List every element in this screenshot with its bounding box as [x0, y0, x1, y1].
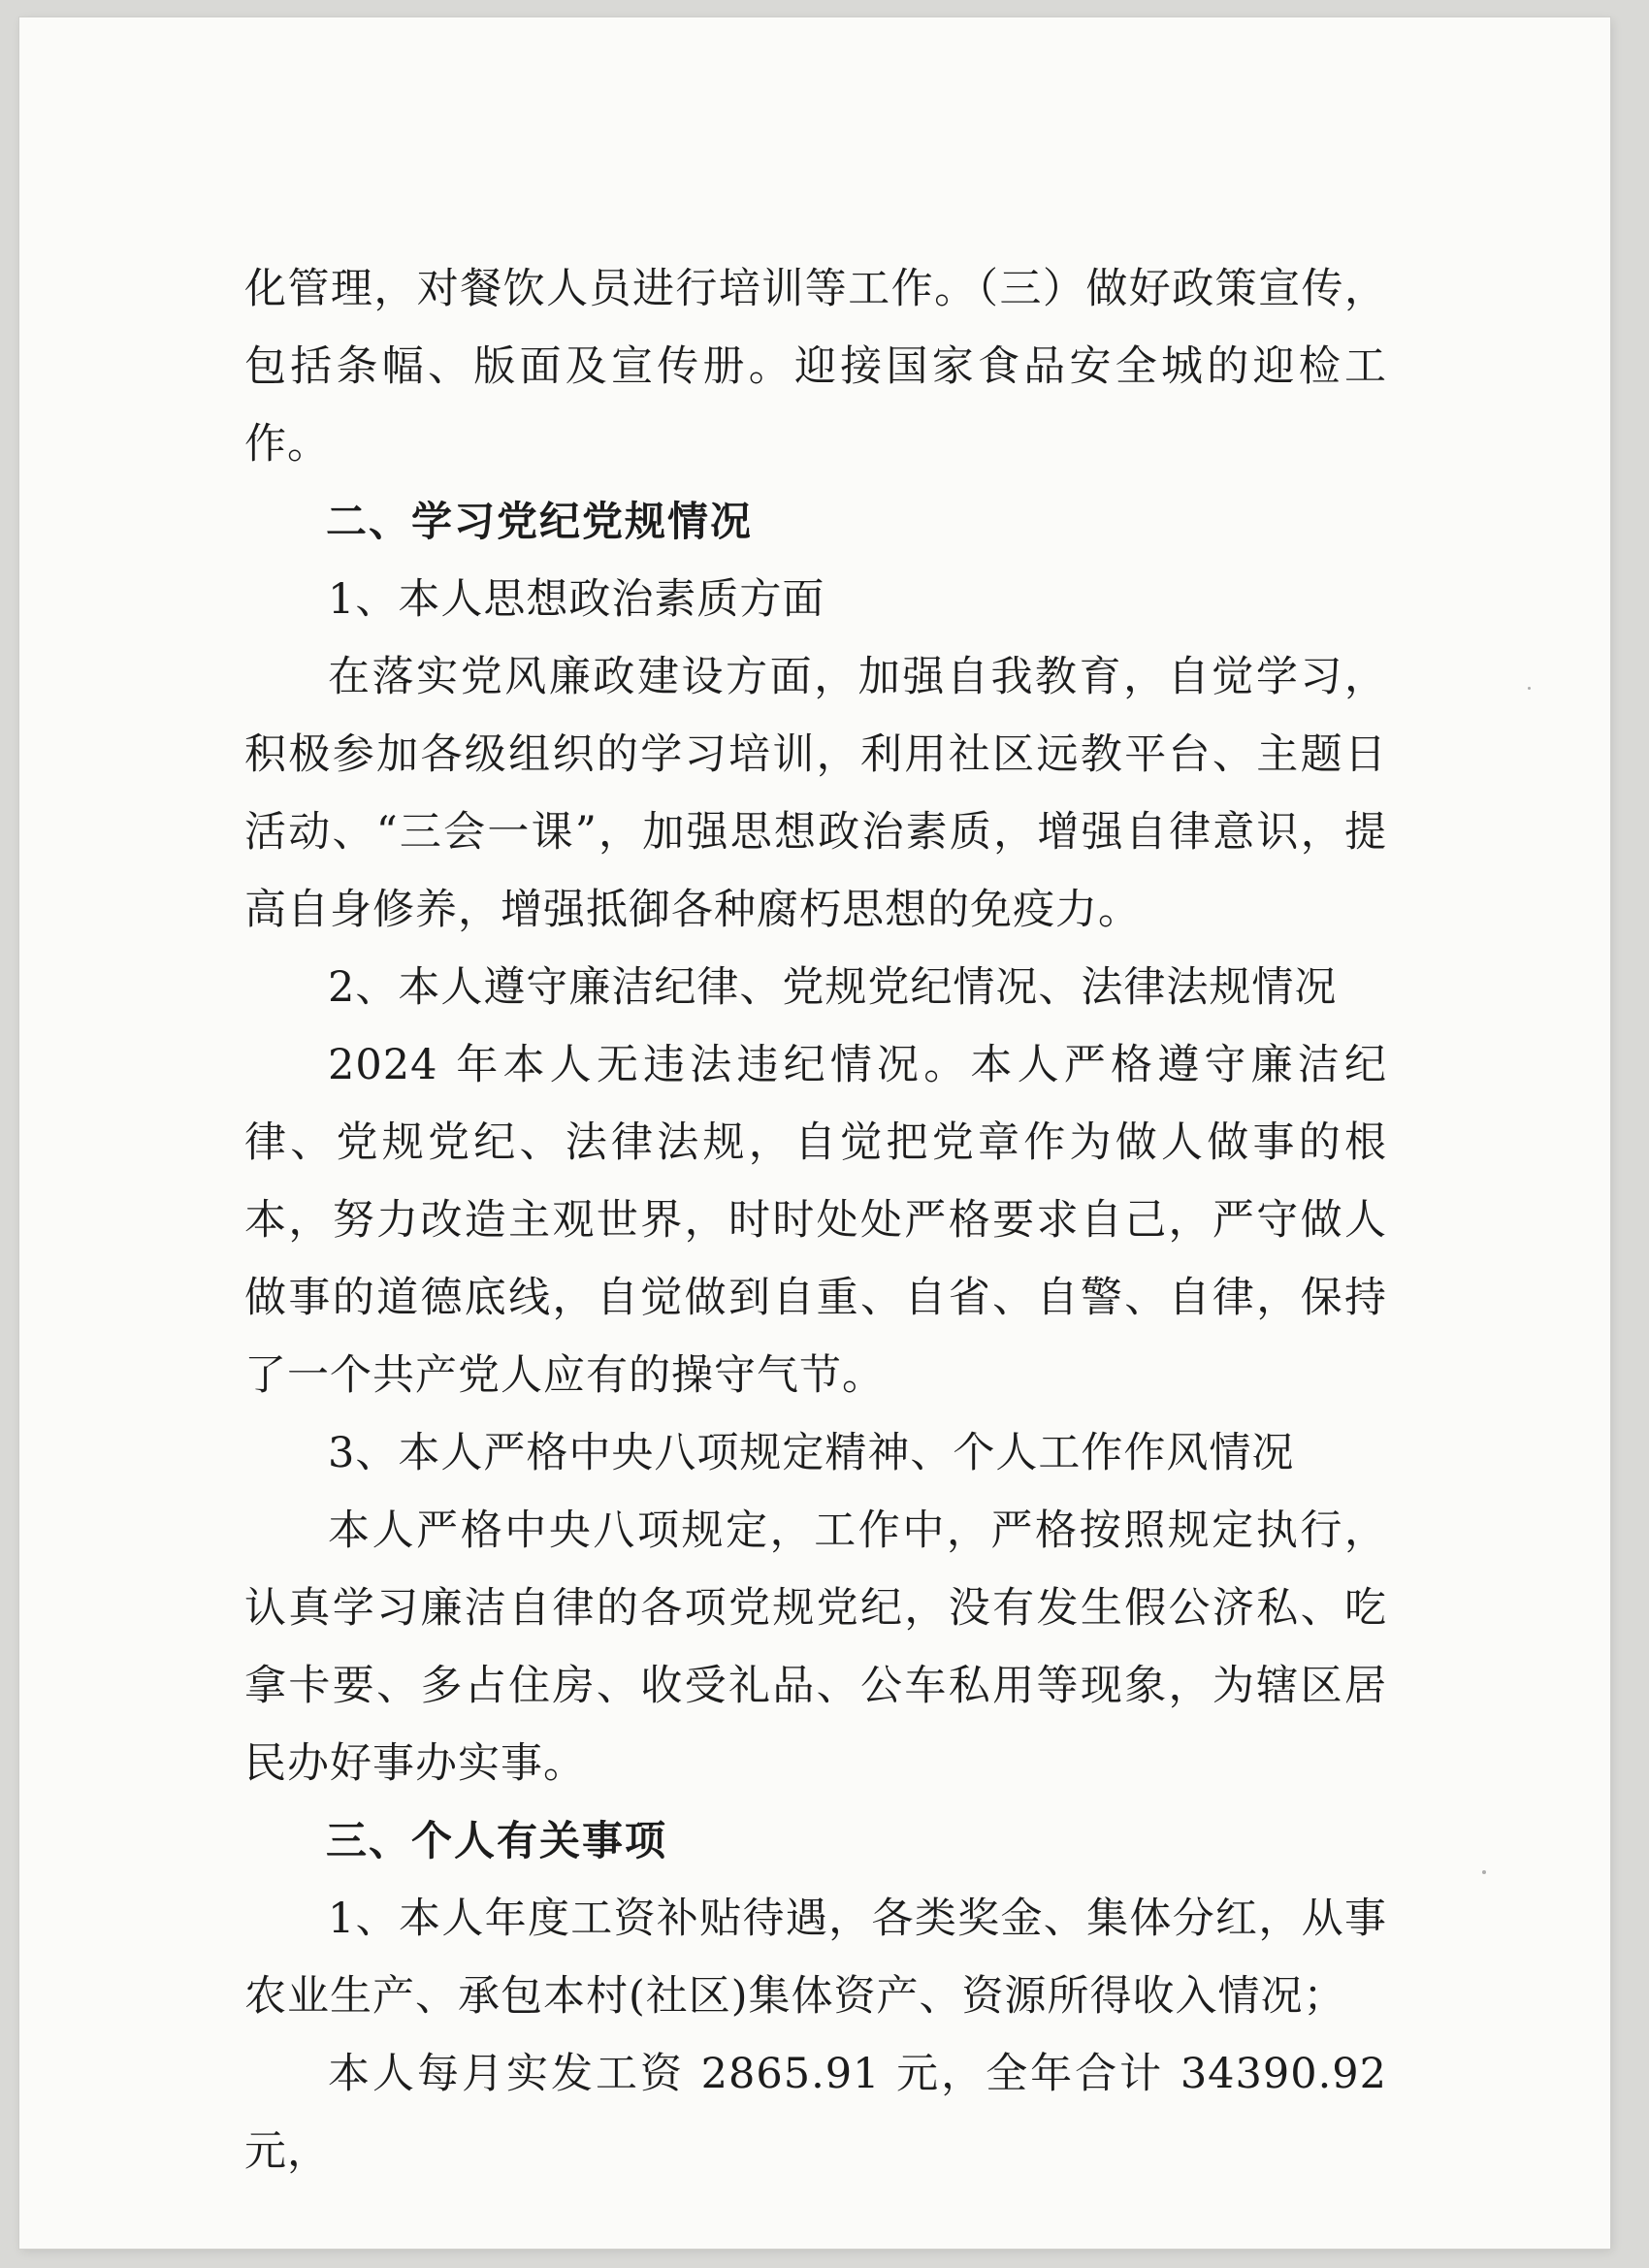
subheading-2-2: 2、本人遵守廉洁纪律、党规党纪情况、法律法规情况 [328, 963, 1338, 1012]
scan-speck [1482, 1870, 1486, 1874]
paragraph-continuation: 化管理，对餐饮人员进行培训等工作。（三）做好政策宣传，包括条幅、版面及宣传册。迎接国家食品安全城的迎检工作。 [244, 265, 1387, 469]
subheading-2-1: 1、本人思想政治素质方面 [328, 575, 825, 624]
scan-speck [1528, 687, 1531, 690]
subheading-2-3: 3、本人严格中央八项规定精神、个人工作作风情况 [328, 1429, 1295, 1477]
subheading-3-1: 1、本人年度工资补贴待遇，各类奖金、集体分红，从事农业生产、承包本村(社区)集体资产、资源所得收入情况； [244, 1895, 1387, 2021]
paragraph-2-3: 本人严格中央八项规定，工作中，严格按照规定执行，认真学习廉洁自律的各项党规党纪，没有发生假公济私、吃拿卡要、多占住房、收受礼品、公车私用等现象，为辖区居民办好事办实事。 [244, 1507, 1387, 1788]
scanned-page [19, 17, 1610, 2249]
section-heading-2: 二、学习党纪党规情况 [326, 498, 754, 545]
paragraph-2-1: 在落实党风廉政建设方面，加强自我教育，自觉学习，积极参加各级组织的学习培训，利用社区远教平台、主题日活动、“三会一课”，加强思想政治素质，增强自律意识，提高自身修养，增强抵御各种腐朽思想的免疫力。 [244, 653, 1387, 934]
section-heading-3: 三、个人有关事项 [326, 1817, 668, 1864]
paragraph-2-2: 2024 年本人无违法违纪情况。本人严格遵守廉洁纪律、党规党纪、法律法规，自觉把党章作为做人做事的根本，努力改造主观世界，时时处处严格要求自己，严守做人做事的道德底线，自觉做到自重、自省、自警、自律，保持了一个共产党人应有的操守气节。 [244, 1041, 1387, 1400]
paragraph-3-1: 本人每月实发工资 2865.91 元，全年合计 34390.92 元， [244, 2050, 1387, 2176]
document-body [244, 250, 1387, 2190]
